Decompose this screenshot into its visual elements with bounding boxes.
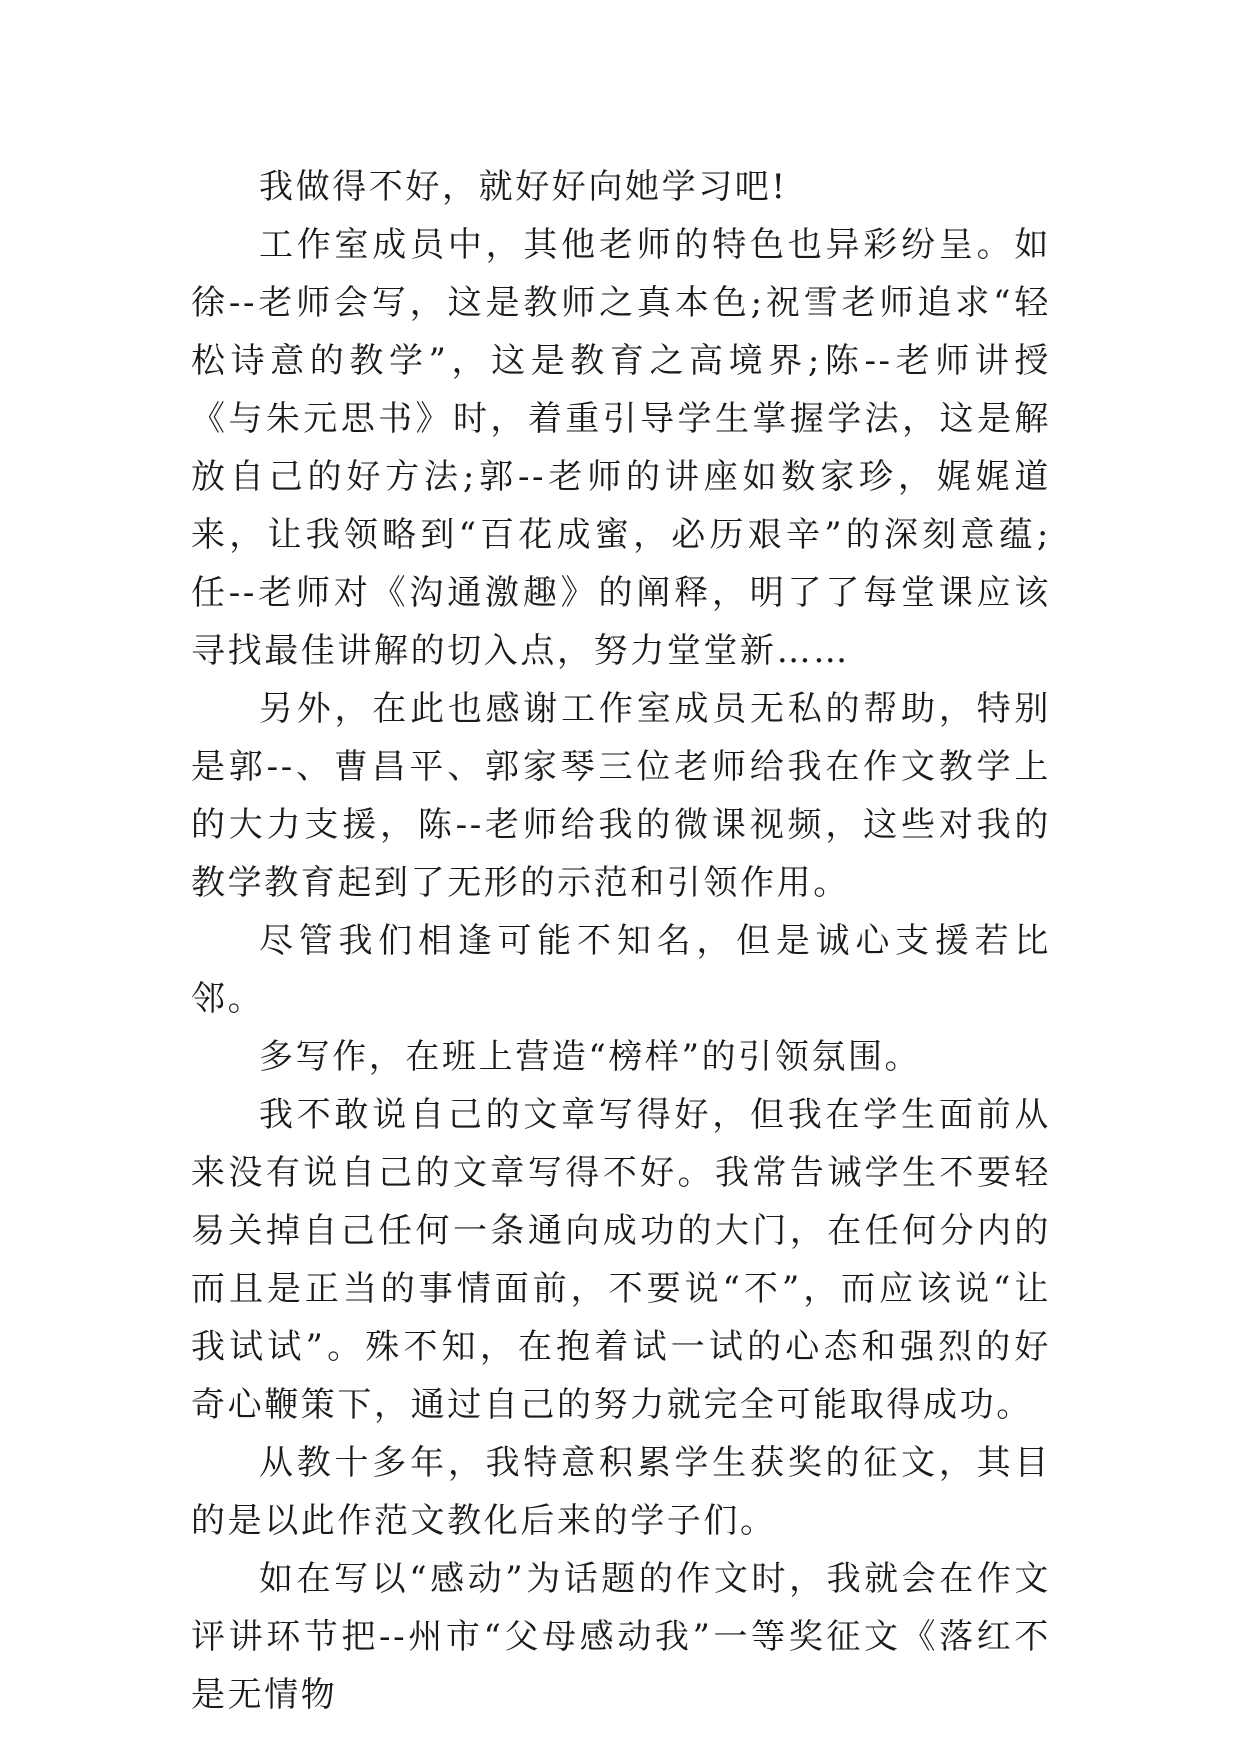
paragraph: 工作室成员中，其他老师的特色也异彩纷呈。如徐--老师会写，这是教师之真本色;祝雪老师追求“轻松诗意的教学”，这是教育之高境界;陈--老师讲授《与朱元思书》时，着重引导学生掌握学法，这是解放自己的好方法;郭--老师的讲座如数家珍，娓娓道来，让我领略到“百花成蜜，必历艰辛”的深刻意蕴;任--老师对《沟通激趣》的阐释，明了了每堂课应该寻找最佳讲解的切入点，努力堂堂新……: [191, 225, 1051, 671]
body-text: [191, 158, 1051, 1724]
paragraph: 如在写以“感动”为话题的作文时，我就会在作文评讲环节把--州市“父母感动我”一等奖征文《落红不是无情物: [191, 1559, 1051, 1715]
paragraph: 我不敢说自己的文章写得好，但我在学生面前从来没有说自己的文章写得不好。我常告诫学生不要轻易关掉自己任何一条通向成功的大门，在任何分内的而且是正当的事情面前，不要说“不”，而应该说“让我试试”。殊不知，在抱着试一试的心态和强烈的好奇心鞭策下，通过自己的努力就完全可能取得成功。: [191, 1095, 1051, 1425]
paragraph: 从教十多年，我特意积累学生获奖的征文，其目的是以此作范文教化后来的学子们。: [191, 1443, 1051, 1541]
paragraph: 多写作，在班上营造“榜样”的引领氛围。: [259, 1037, 922, 1077]
paragraph: 尽管我们相逢可能不知名，但是诚心支援若比邻。: [191, 921, 1051, 1019]
paragraph: 另外，在此也感谢工作室成员无私的帮助，特别是郭--、曹昌平、郭家琴三位老师给我在作文教学上的大力支援，陈--老师给我的微课视频，这些对我的教学教育起到了无形的示范和引领作用。: [191, 689, 1051, 903]
paragraph: 我做得不好，就好好向她学习吧!: [259, 167, 788, 207]
